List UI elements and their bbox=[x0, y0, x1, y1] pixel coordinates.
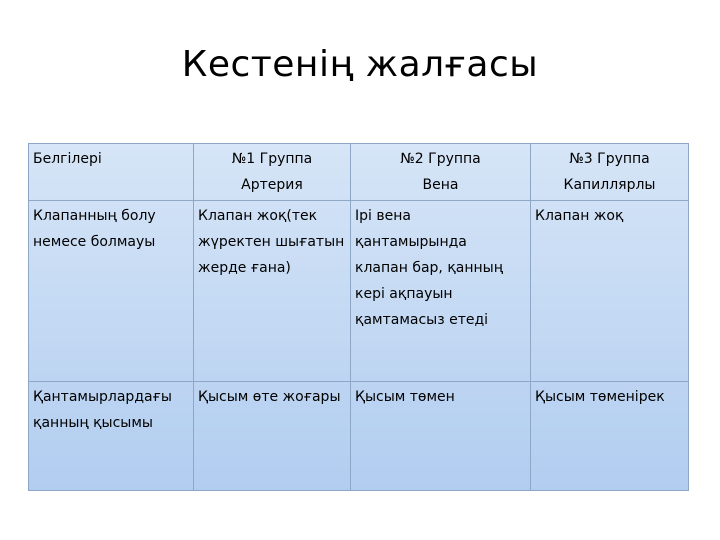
cell-text: Клапанның болу bbox=[33, 208, 156, 224]
cell-text: қантамырында bbox=[355, 234, 467, 250]
cell-text: Клапан жоқ bbox=[535, 208, 624, 224]
row-label-cell bbox=[29, 382, 194, 491]
table-cell bbox=[351, 382, 531, 491]
table-cell bbox=[194, 382, 351, 491]
comparison-table bbox=[28, 143, 689, 491]
cell-text: Клапан жоқ(тек bbox=[198, 208, 318, 224]
header-text: Вена bbox=[422, 177, 459, 193]
header-cell-group-3 bbox=[531, 144, 689, 201]
header-text: №2 Группа bbox=[400, 151, 481, 167]
cell-text: кері ақпауын bbox=[355, 286, 453, 302]
table-cell bbox=[531, 201, 689, 382]
table-row-valves bbox=[29, 201, 689, 382]
header-text: №3 Группа bbox=[569, 151, 650, 167]
table-cell bbox=[351, 201, 531, 382]
table-cell bbox=[194, 201, 351, 382]
table-row-pressure bbox=[29, 382, 689, 491]
cell-text: Ірі вена bbox=[355, 208, 411, 224]
cell-text: қанның қысымы bbox=[33, 415, 153, 431]
cell-text: жүректен шығатын bbox=[198, 234, 345, 250]
header-text: Белгілері bbox=[33, 151, 102, 167]
cell-text: Қантамырлардағы bbox=[33, 389, 172, 405]
cell-text: қамтамасыз етеді bbox=[355, 312, 489, 328]
cell-text: Қысым өте жоғары bbox=[198, 389, 341, 405]
header-cell-group-1 bbox=[194, 144, 351, 201]
header-cell-features bbox=[29, 144, 194, 201]
header-text: Капиллярлы bbox=[563, 177, 656, 193]
header-text: №1 Группа bbox=[231, 151, 313, 167]
cell-text: жерде ғана) bbox=[198, 260, 291, 276]
cell-text: Қысым төменірек bbox=[535, 389, 665, 405]
header-cell-group-2 bbox=[351, 144, 531, 201]
cell-text: Қысым төмен bbox=[355, 389, 455, 405]
table-header-row bbox=[29, 144, 689, 201]
header-text: Артерия bbox=[241, 177, 303, 193]
cell-text: немесе болмауы bbox=[33, 234, 156, 250]
cell-text: клапан бар, қанның bbox=[355, 260, 503, 276]
table-cell bbox=[531, 382, 689, 491]
slide-title: Кестенің жалғасы bbox=[181, 44, 539, 85]
row-label-cell bbox=[29, 201, 194, 382]
